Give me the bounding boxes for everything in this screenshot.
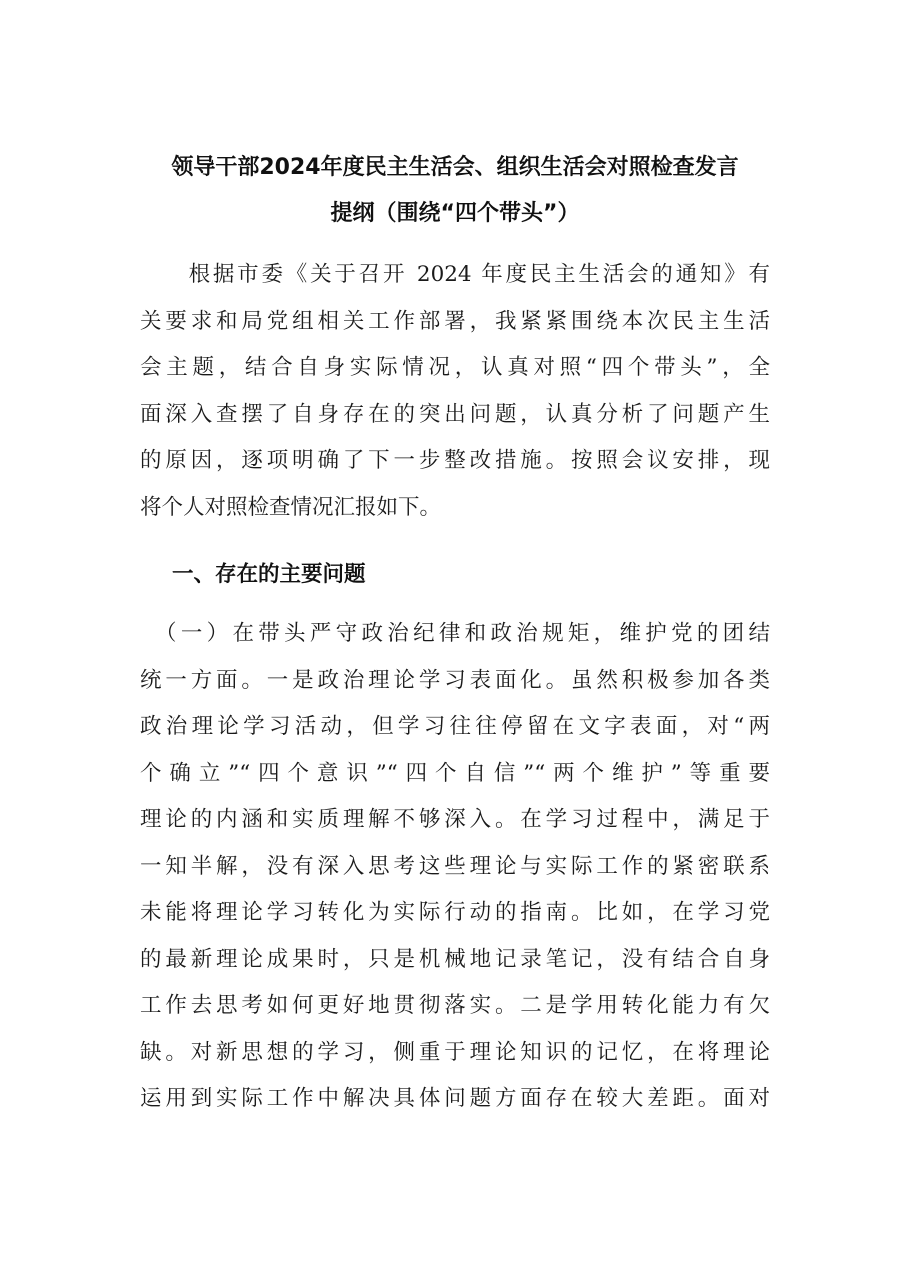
section-1-paragraph bbox=[140, 611, 770, 1123]
intro-paragraph bbox=[140, 252, 770, 531]
intro-line: 根据市委《关于召开 2024 年度民主生活会的通知》有 bbox=[140, 262, 770, 287]
section-1-line: （一）在带头严守政治纪律和政治规矩，维护党的团结 bbox=[140, 621, 770, 646]
intro-line: 的原因，逐项明确了下一步整改措施。按照会议安排，现 bbox=[140, 448, 770, 473]
section-1-line: 个确立”“四个意识”“四个自信”“两个维护”等重要 bbox=[140, 760, 770, 786]
intro-line: 将个人对照检查情况汇报如下。 bbox=[140, 494, 442, 520]
intro-line: 面深入查摆了自身存在的突出问题，认真分析了问题产生 bbox=[140, 401, 770, 427]
section-1-line: 运用到实际工作中解决具体问题方面存在较大差距。面对 bbox=[140, 1086, 770, 1111]
section-1-line: 缺。对新思想的学习，侧重于理论知识的记忆，在将理论 bbox=[140, 1039, 770, 1065]
section-1-line: 理论的内涵和实质理解不够深入。在学习过程中，满足于 bbox=[140, 807, 770, 832]
document-title-line-1: 领导干部2024年度民主生活会、组织生活会对照检查发言 bbox=[171, 155, 739, 180]
section-1-line: 一知半解，没有深入思考这些理论与实际工作的紧密联系 bbox=[140, 853, 770, 879]
intro-line: 会主题，结合自身实际情况，认真对照“四个带头”，全 bbox=[140, 355, 770, 380]
section-1-line: 工作去思考如何更好地贯彻落实。二是学用转化能力有欠 bbox=[140, 993, 770, 1018]
section-1-line: 统一方面。一是政治理论学习表面化。虽然积极参加各类 bbox=[140, 667, 770, 693]
section-heading-1: 一、存在的主要问题 bbox=[172, 562, 366, 587]
intro-line: 关要求和局党组相关工作部署，我紧紧围绕本次民主生活 bbox=[140, 308, 770, 334]
document-title-line-2: 提纲（围绕“四个带头”） bbox=[330, 201, 580, 226]
section-1-line: 未能将理论学习转化为实际行动的指南。比如，在学习党 bbox=[140, 900, 770, 925]
section-1-line: 的最新理论成果时，只是机械地记录笔记，没有结合自身 bbox=[140, 946, 770, 972]
section-1-line: 政治理论学习活动，但学习往往停留在文字表面，对“两 bbox=[140, 714, 770, 739]
